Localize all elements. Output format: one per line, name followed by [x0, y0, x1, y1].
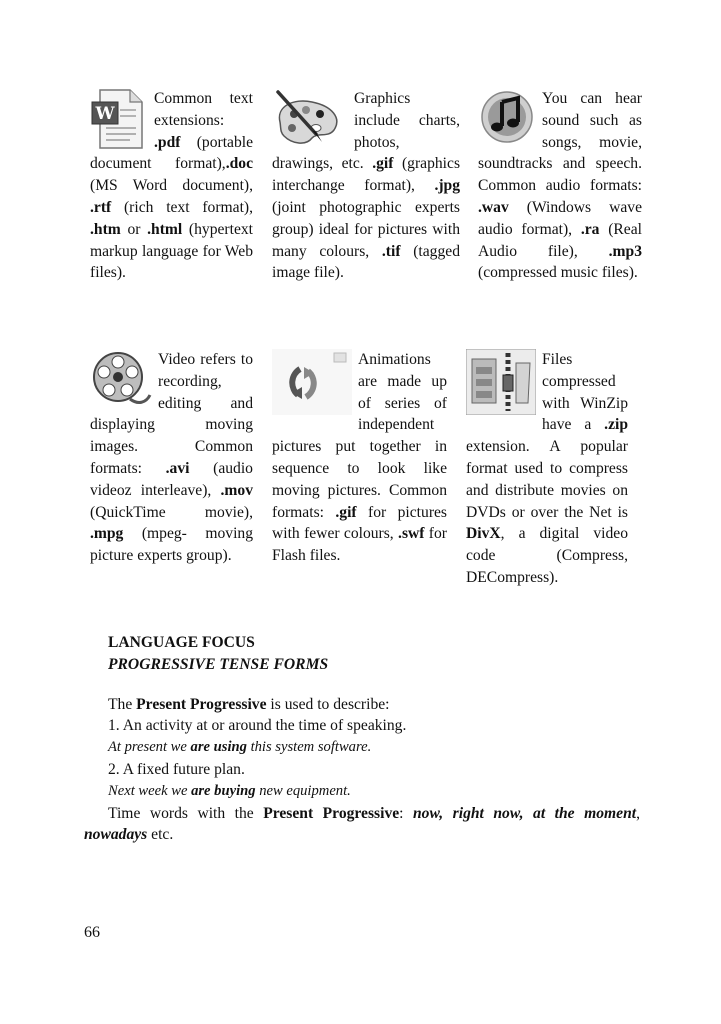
sound-formats-cell — [478, 88, 642, 284]
example-two: Next week we are buying new equipment. — [108, 782, 351, 799]
point-one: 1. An activity at or around the time of speaking. — [108, 717, 407, 735]
intro-line: The Present Progressive is used to describe: — [108, 695, 390, 713]
word-document-icon — [90, 88, 148, 150]
paint-palette-icon — [272, 88, 348, 150]
animation-formats-cell — [272, 349, 447, 567]
cell-text: Graphics include charts, photos, drawings, etc. .gif (graphics interchange format), .jpg (joint photographic experts group) ideal for pictures with many colours, .tif (tagged image file). — [272, 90, 461, 282]
page-number: 66 — [84, 924, 100, 941]
svg-text:W: W — [95, 104, 115, 124]
text-formats-cell — [90, 88, 253, 284]
language-focus-section — [84, 632, 640, 846]
cell-text: You can hear sound such as songs, movie, soundtracks and speech. Common audio formats: .wav (Windows wave audio format), .ra (Real Audio file), .mp3 (compressed music files). — [478, 90, 642, 282]
video-formats-cell — [90, 349, 253, 567]
refresh-arrows-icon — [272, 349, 352, 415]
music-note-icon — [478, 88, 536, 146]
cell-text: Video refers to recording, editing and displaying moving images. Common formats: .avi (audio videoz interleave), .mov (QuickTime movie), .mpg (mpeg- moving picture experts group). — [90, 351, 253, 565]
zip-archive-icon — [466, 349, 536, 415]
example-one: At present we are using this system software. — [108, 739, 372, 756]
film-reel-icon — [90, 349, 152, 411]
graphics-formats-cell — [272, 88, 460, 284]
time-words-line: Time words with the Present Progressive: now, right now, at the moment, nowadays etc. — [84, 804, 640, 844]
section-subheading: PROGRESSIVE TENSE FORMS — [108, 655, 329, 673]
cell-text: Common text extensions: .pdf (portable document format),.doc (MS Word document), .rtf (rich text format), .htm or .html (hypertext markup language for Web files). — [90, 90, 253, 282]
point-two: 2. A fixed future plan. — [108, 760, 245, 778]
section-heading: LANGUAGE FOCUS — [108, 634, 255, 651]
compressed-formats-cell — [466, 349, 628, 589]
cell-text: Files compressed with WinZip have a .zip extension. A popular format used to compress and distribute movies on DVDs or over the Net is DivX, a digital video code (Compress, DECompress). — [466, 351, 628, 586]
cell-text: Animations are made up of series of independent pictures put together in sequence to look like moving pictures. Common formats: .gif for pictures with fewer colours, .swf for Flash files. — [272, 351, 447, 565]
